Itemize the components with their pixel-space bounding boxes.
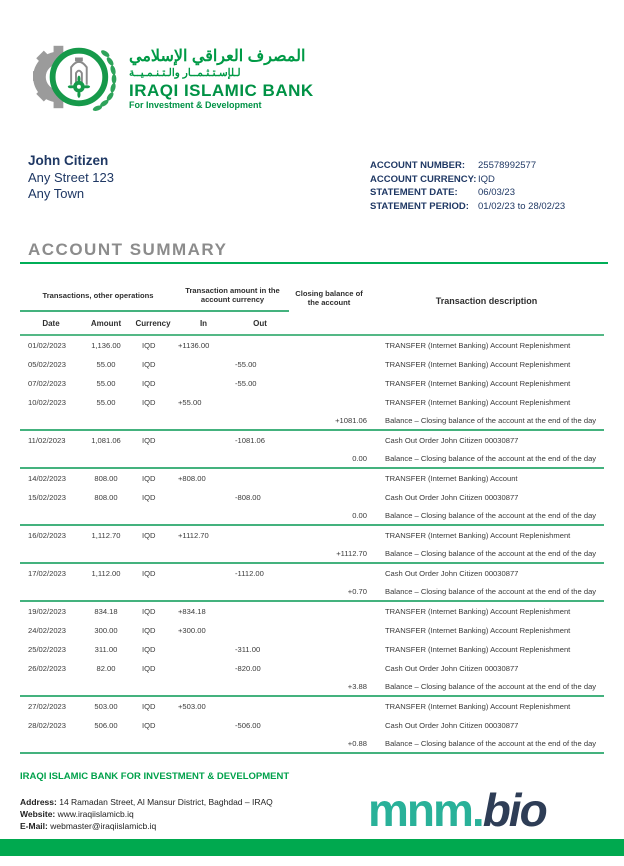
cell-amount: 834.18 <box>94 607 118 616</box>
statement-period-row <box>370 200 565 214</box>
cell-description: TRANSFER (Internet Banking) Account Replenishment <box>385 531 571 540</box>
cell-description: TRANSFER (Internet Banking) Account Replenishment <box>385 645 571 654</box>
cell-date: 27/02/2023 <box>28 702 67 711</box>
cell-closing-balance: +1081.06 <box>335 416 367 425</box>
table-row <box>20 716 604 735</box>
column-header-amount: Amount <box>90 319 122 328</box>
bottom-green-bar <box>0 839 624 856</box>
cell-date: 14/02/2023 <box>28 474 67 483</box>
cell-description: TRANSFER (Internet Banking) Account Replenishment <box>385 341 571 350</box>
footer-email-line <box>20 820 273 832</box>
cell-out: -55.00 <box>235 379 257 388</box>
cell-closing-balance: 0.00 <box>352 454 367 463</box>
cell-in: +300.00 <box>178 626 206 635</box>
cell-currency: IQD <box>142 626 156 635</box>
cell-date: 11/02/2023 <box>28 436 66 445</box>
cell-currency: IQD <box>142 493 156 502</box>
column-header-out: Out <box>253 319 267 328</box>
cell-in: +503.00 <box>178 702 206 711</box>
bank-tagline-arabic: لـلإسـتـثـمــار والـتـنـمـيــة <box>129 66 241 79</box>
account-number-value: 25578992577 <box>478 160 537 171</box>
cell-description: TRANSFER (Internet Banking) Account Replenishment <box>385 379 571 388</box>
cell-amount: 1,081.06 <box>91 436 121 445</box>
cell-amount: 1,136.00 <box>91 341 121 350</box>
cell-description: Balance – Closing balance of the account at the end of the day <box>385 682 597 691</box>
cell-currency: IQD <box>142 341 156 350</box>
cell-date: 28/02/2023 <box>28 721 67 730</box>
table-row <box>20 355 604 374</box>
statement-period-label: STATEMENT PERIOD: <box>370 200 469 212</box>
bank-logo <box>33 38 314 121</box>
footer-contact-block <box>20 796 273 832</box>
cell-description: Cash Out Order John Citizen 00030877 <box>385 493 519 502</box>
cell-closing-balance: +3.88 <box>347 682 367 691</box>
cell-description: Balance – Closing balance of the account at the end of the day <box>385 416 597 425</box>
group-header-underline <box>20 310 289 312</box>
table-row <box>20 697 604 716</box>
bank-name-arabic: المصرف العراقي الإسلامي <box>129 47 306 65</box>
table-row <box>20 545 604 564</box>
cell-amount: 808.00 <box>94 493 118 502</box>
cell-description: TRANSFER (Internet Banking) Account Replenishment <box>385 607 571 616</box>
group-header-transactions: Transactions, other operations <box>42 290 154 300</box>
cell-currency: IQD <box>142 360 156 369</box>
cell-currency: IQD <box>142 436 156 445</box>
cell-date: 26/02/2023 <box>28 664 67 673</box>
cell-description: Balance – Closing balance of the account at the end of the day <box>385 549 597 558</box>
watermark-mnm: mnm. <box>368 784 483 836</box>
customer-address-block <box>28 152 114 203</box>
cell-amount: 55.00 <box>96 379 116 388</box>
table-row <box>20 374 604 393</box>
cell-currency: IQD <box>142 721 156 730</box>
cell-closing-balance: 0.00 <box>352 511 367 520</box>
cell-amount: 1,112.00 <box>91 569 121 578</box>
cell-amount: 82.00 <box>96 664 116 673</box>
bank-tagline-english: For Investment & Development <box>129 99 262 110</box>
cell-date: 17/02/2023 <box>28 569 67 578</box>
cell-in: +1112.70 <box>178 531 209 540</box>
cell-out: -808.00 <box>235 493 261 502</box>
statement-date-row <box>370 186 565 200</box>
account-currency-row <box>370 173 565 187</box>
summary-underline <box>20 262 608 264</box>
cell-out: -506.00 <box>235 721 261 730</box>
cell-amount: 55.00 <box>96 398 116 407</box>
table-row <box>20 621 604 640</box>
cell-currency: IQD <box>142 645 156 654</box>
cell-description: Balance – Closing balance of the account at the end of the day <box>385 454 597 463</box>
table-row <box>20 431 604 450</box>
cell-description: TRANSFER (Internet Banking) Account Replenishment <box>385 626 571 635</box>
cell-currency: IQD <box>142 474 156 483</box>
cell-amount: 1,112.70 <box>91 531 121 540</box>
cell-date: 24/02/2023 <box>28 626 67 635</box>
cell-description: TRANSFER (Internet Banking) Account Replenishment <box>385 398 571 407</box>
column-header-date: Date <box>42 319 60 328</box>
cell-description: Balance – Closing balance of the account at the end of the day <box>385 511 597 520</box>
statement-period-value: 01/02/23 to 28/02/23 <box>478 200 566 212</box>
table-row <box>20 602 604 621</box>
table-row <box>20 488 604 507</box>
column-header-currency: Currency <box>135 319 171 328</box>
address-label: Address: <box>20 797 57 807</box>
transactions-table <box>20 283 604 754</box>
table-row <box>20 735 604 754</box>
website-label: Website: <box>20 809 56 819</box>
cell-description: Cash Out Order John Citizen 00030877 <box>385 664 519 673</box>
account-number-row <box>370 159 565 173</box>
cell-currency: IQD <box>142 569 156 578</box>
cell-in: +808.00 <box>178 474 206 483</box>
table-row <box>20 678 604 697</box>
table-row <box>20 412 604 431</box>
table-row <box>20 659 604 678</box>
address-value: 14 Ramadan Street, Al Mansur District, Baghdad – IRAQ <box>59 797 273 807</box>
bank-name-english: IRAQI ISLAMIC BANK <box>129 80 314 100</box>
customer-name: John Citizen <box>28 153 109 168</box>
cell-description: Cash Out Order John Citizen 00030877 <box>385 436 519 445</box>
account-number-label: ACCOUNT NUMBER: <box>370 160 465 171</box>
cell-in: +1136.00 <box>178 341 210 350</box>
cell-out: -1112.00 <box>235 569 264 578</box>
cell-out: -1081.06 <box>235 436 265 445</box>
cell-currency: IQD <box>142 664 156 673</box>
cell-description: Cash Out Order John Citizen 00030877 <box>385 721 519 730</box>
cell-amount: 55.00 <box>96 360 116 369</box>
group-header-closing-balance: Closing balance of the account <box>295 289 363 307</box>
header-bottom-line <box>20 334 604 336</box>
statement-date-value: 06/03/23 <box>478 187 515 198</box>
table-row <box>20 640 604 659</box>
bank-logo-icon <box>33 38 119 121</box>
cell-out: -311.00 <box>235 645 261 654</box>
cell-date: 07/02/2023 <box>28 379 67 388</box>
footer-address-line <box>20 796 273 808</box>
table-row <box>20 583 604 602</box>
cell-description: TRANSFER (Internet Banking) Account <box>385 474 518 483</box>
group-header-amount-in-currency: Transaction amount in the account currency <box>185 286 280 304</box>
table-row <box>20 564 604 583</box>
cell-description: Cash Out Order John Citizen 00030877 <box>385 569 519 578</box>
cell-currency: IQD <box>142 531 156 540</box>
cell-description: TRANSFER (Internet Banking) Account Replenishment <box>385 360 571 369</box>
table-row <box>20 336 604 355</box>
table-body <box>20 336 604 754</box>
cell-closing-balance: +1112.70 <box>336 549 367 558</box>
cell-amount: 503.00 <box>94 702 118 711</box>
table-header <box>20 283 604 336</box>
cell-closing-balance: +0.70 <box>347 587 367 596</box>
cell-date: 25/02/2023 <box>28 645 67 654</box>
statement-date-label: STATEMENT DATE: <box>370 187 458 198</box>
cell-description: Balance – Closing balance of the account at the end of the day <box>385 739 597 748</box>
cell-date: 16/02/2023 <box>28 531 67 540</box>
cell-in: +834.18 <box>178 607 206 616</box>
cell-currency: IQD <box>142 379 156 388</box>
cell-date: 01/02/2023 <box>28 341 67 350</box>
customer-address-line2: Any Town <box>28 186 85 202</box>
cell-out: -55.00 <box>235 360 257 369</box>
cell-amount: 311.00 <box>94 645 118 654</box>
footer-bank-name: IRAQI ISLAMIC BANK FOR INVESTMENT & DEVELOPMENT <box>20 771 290 782</box>
table-row <box>20 450 604 469</box>
cell-date: 10/02/2023 <box>28 398 67 407</box>
group-header-description: Transaction description <box>435 296 538 306</box>
table-row <box>20 526 604 545</box>
account-info-block <box>370 159 565 213</box>
email-label: E-Mail: <box>20 821 48 831</box>
cell-closing-balance: +0.88 <box>347 739 367 748</box>
cell-description: TRANSFER (Internet Banking) Account Replenishment <box>385 702 571 711</box>
cell-date: 15/02/2023 <box>28 493 67 502</box>
website-value: www.iraqiislamicb.iq <box>57 809 134 819</box>
cell-currency: IQD <box>142 607 156 616</box>
cell-currency: IQD <box>142 702 156 711</box>
account-currency-value: IQD <box>478 173 495 185</box>
cell-out: -820.00 <box>235 664 261 673</box>
cell-date: 19/02/2023 <box>28 607 67 616</box>
email-value: webmaster@iraqiislamicb.iq <box>50 821 157 831</box>
table-row <box>20 469 604 488</box>
footer-website-line <box>20 808 273 820</box>
cell-description: Balance – Closing balance of the account at the end of the day <box>385 587 597 596</box>
watermark-bio: bio <box>482 784 546 836</box>
cell-date: 05/02/2023 <box>28 360 67 369</box>
table-row <box>20 393 604 412</box>
account-currency-label: ACCOUNT CURRENCY: <box>370 173 477 185</box>
cell-amount: 808.00 <box>94 474 118 483</box>
cell-currency: IQD <box>142 398 156 407</box>
cell-amount: 506.00 <box>94 721 118 730</box>
account-summary-title: ACCOUNT SUMMARY <box>28 240 228 259</box>
column-header-in: In <box>199 319 208 328</box>
mnm-bio-watermark <box>368 783 546 837</box>
cell-amount: 300.00 <box>94 626 118 635</box>
table-row <box>20 507 604 526</box>
customer-address-line1: Any Street 123 <box>28 169 114 185</box>
cell-in: +55.00 <box>178 398 202 407</box>
